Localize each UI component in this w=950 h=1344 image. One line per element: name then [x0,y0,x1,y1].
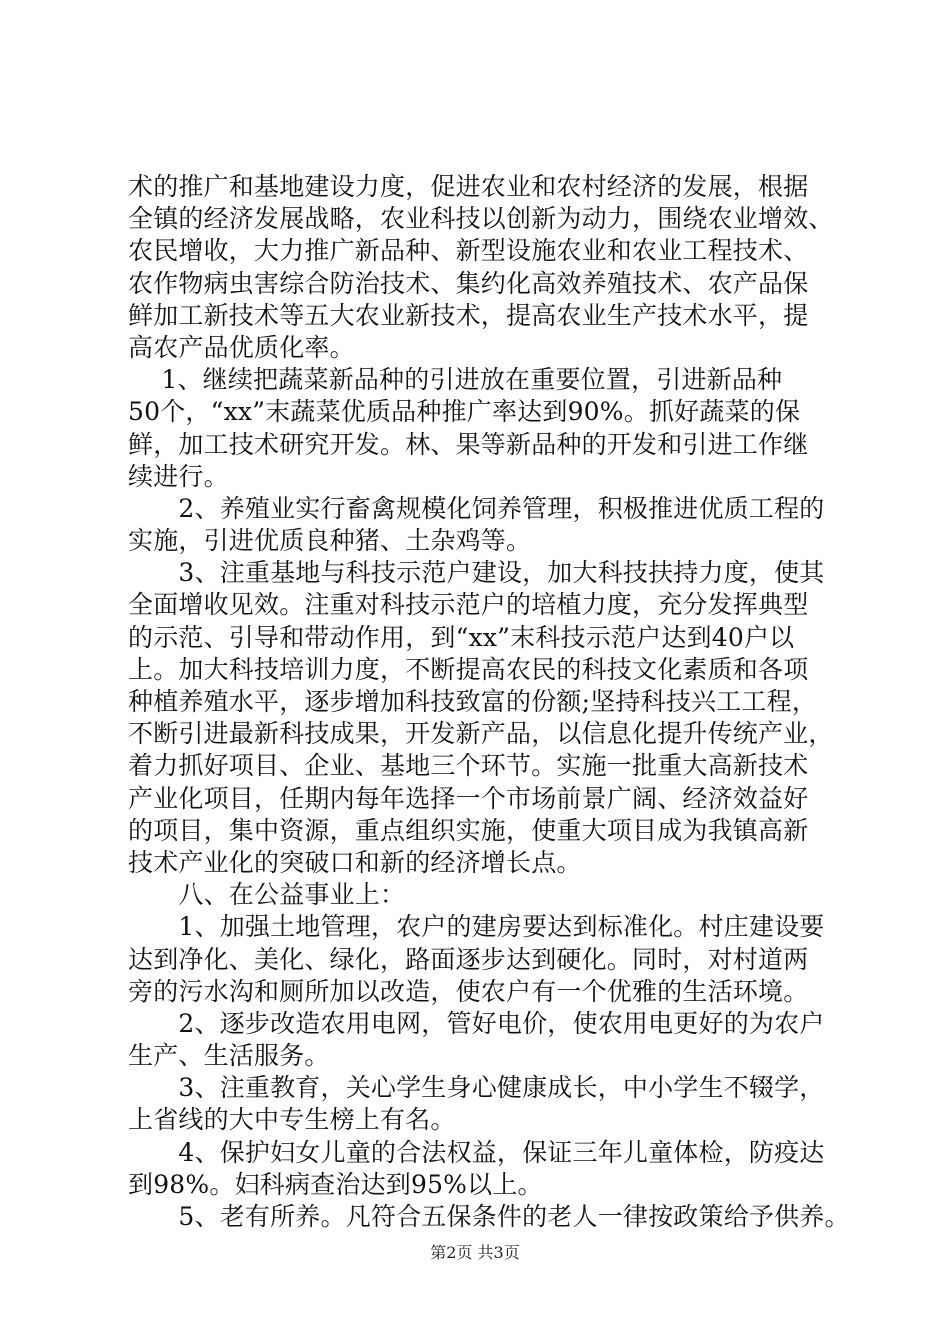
text-line: 1、加强土地管理，农户的建房要达到标准化。村庄建设要 [128,912,825,942]
text-line: 3、注重教育，关心学生身心健康成长，中小学生不辍学， [128,1073,825,1103]
text-line: 实施，引进优质良种猪、土杂鸡等。 [128,526,532,556]
text-line: 种植养殖水平，逐步增加科技致富的份额;坚持科技兴工工程， [128,687,818,716]
text-line: 生产、生活服务。 [128,1041,330,1071]
text-line: 术的推广和基地建设力度，促进农业和农村经济的发展，根据 [128,172,809,201]
text-line: 技术产业化的突破口和新的经济增长点。 [128,847,582,877]
text-line: 2、逐步改造农用电网，管好电价，使农用电更好的为农户 [128,1008,825,1038]
text-line: 全面增收见效。注重对科技示范户的培植力度，充分发挥典型 [128,590,809,620]
text-line: 着力抓好项目、企业、基地三个环节。实施一批重大高新技术 [128,751,809,781]
text-line: 农作物病虫害综合防治技术、集约化高效养殖技术、农产品保 [128,268,809,298]
text-line: 农民增收，大力推广新品种、新型设施农业和农业工程技术、 [128,236,809,266]
text-line: 的示范、引导和带动作用，到“xx”末科技示范户达到40户以 [128,622,795,652]
text-line: 上。加大科技培训力度，不断提高农民的科技文化素质和各项 [128,654,809,684]
text-line: 50个，“xx”末蔬菜优质品种推广率达到90%。抓好蔬菜的保 [128,397,801,427]
text-line: 全镇的经济发展战略，农业科技以创新为动力，围绕农业增效、 [128,204,834,234]
document-body [128,171,850,1233]
text-line: 的项目，集中资源，重点组织实施，使重大项目成为我镇高新 [128,815,809,845]
text-line: 3、注重基地与科技示范户建设，加大科技扶持力度，使其 [128,558,825,588]
text-line: 达到净化、美化、绿化，路面逐步达到硬化。同时，对村道两 [128,944,809,974]
text-line: 鲜，加工技术研究开发。林、果等新品种的开发和引进工作继 [128,429,809,459]
text-line: 5、老有所养。凡符合五保条件的老人一律按政策给予供养。 [128,1202,850,1231]
text-line: 4、保护妇女儿童的合法权益，保证三年儿童体检，防疫达 [128,1137,825,1167]
text-line: 续进行。 [128,461,229,491]
text-line: 上省线的大中专生榜上有名。 [128,1105,456,1135]
text-line: 产业化项目，任期内每年选择一个市场前景广阔、经济效益好 [128,783,809,813]
text-line: 2、养殖业实行畜禽规模化饲养管理，积极推进优质工程的 [128,493,825,523]
section-heading: 八、在公益事业上： [128,880,406,910]
text-line: 高农产品优质化率。 [128,332,355,362]
text-line: 1、继续把蔬菜新品种的引进放在重要位置，引进新品种 [128,365,783,395]
text-line: 旁的污水沟和厕所加以改造，使农户有一个优雅的生活环境。 [128,976,809,1006]
text-line: 不断引进最新科技成果，开发新产品，以信息化提升传统产业， [128,719,834,749]
text-line: 到98%。妇科病查治达到95%以上。 [128,1169,543,1199]
page-footer: 第2页 共3页 [430,1243,520,1262]
text-line: 鲜加工新技术等五大农业新技术，提高农业生产技术水平，提 [128,300,809,330]
